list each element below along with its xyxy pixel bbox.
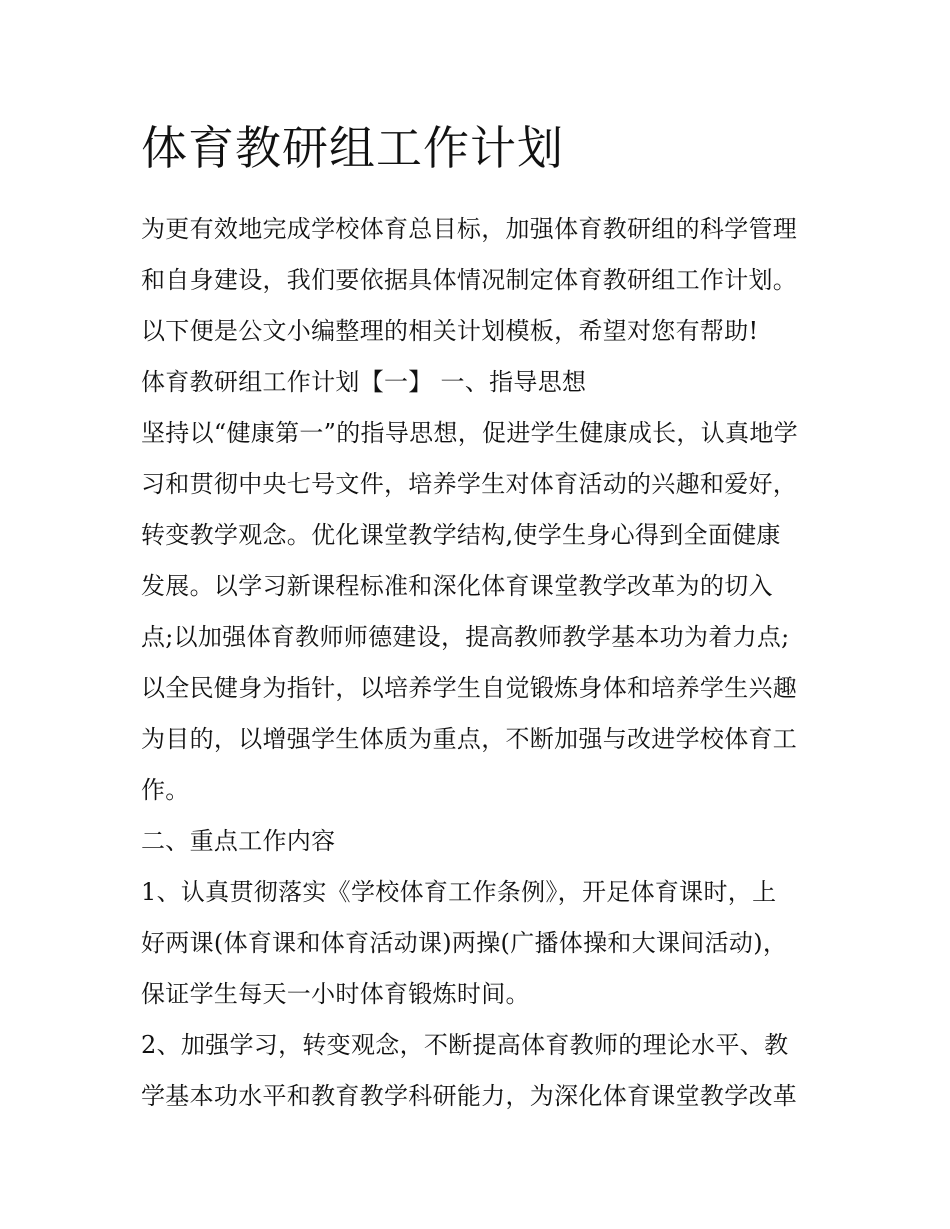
section-heading-line: 体育教研组工作计划【一】 一、指导思想 [141, 368, 587, 396]
text-line: 好两课(体育课和体育活动课)两操(广播体操和大课间活动)， [141, 929, 788, 957]
text-line: 和自身建设，我们要依据具体情况制定体育教研组工作计划。 [141, 266, 798, 294]
list-item-line: 2、加强学习，转变观念，不断提高体育教师的理论水平、教 [141, 1031, 789, 1059]
text-line: 为目的，以增强学生体质为重点，不断加强与改进学校体育工 [141, 725, 798, 753]
text-line: 发展。以学习新课程标准和深化体育课堂教学改革为的切入 [141, 572, 773, 600]
text-line: 保证学生每天一小时体育锻炼时间。 [141, 980, 530, 1008]
text-line: 转变教学观念。优化课堂教学结构,使学生身心得到全面健康 [141, 521, 781, 549]
paragraph-block [141, 204, 821, 1122]
text-line: 坚持以“健康第一”的指导思想，促进学生健康成长，认真地学 [141, 419, 798, 447]
list-item-line: 1、认真贯彻落实《学校体育工作条例》，开足体育课时，上 [141, 878, 777, 906]
text-line: 点;以加强体育教师师德建设，提高教师教学基本功为着力点; [141, 623, 790, 651]
text-line: 习和贯彻中央七号文件，培养学生对体育活动的兴趣和爱好， [141, 470, 798, 498]
document-body [141, 118, 821, 1122]
text-line: 以下便是公文小编整理的相关计划模板，希望对您有帮助! [141, 317, 759, 345]
text-line: 以全民健身为指针，以培养学生自觉锻炼身体和培养学生兴趣 [141, 674, 798, 702]
document-title: 体育教研组工作计划 [141, 121, 564, 175]
section-heading-line: 二、重点工作内容 [141, 827, 336, 855]
text-line: 作。 [141, 776, 190, 804]
text-line: 为更有效地完成学校体育总目标，加强体育教研组的科学管理 [141, 215, 798, 243]
text-line: 学基本功水平和教育教学科研能力，为深化体育课堂教学改革 [141, 1082, 798, 1110]
